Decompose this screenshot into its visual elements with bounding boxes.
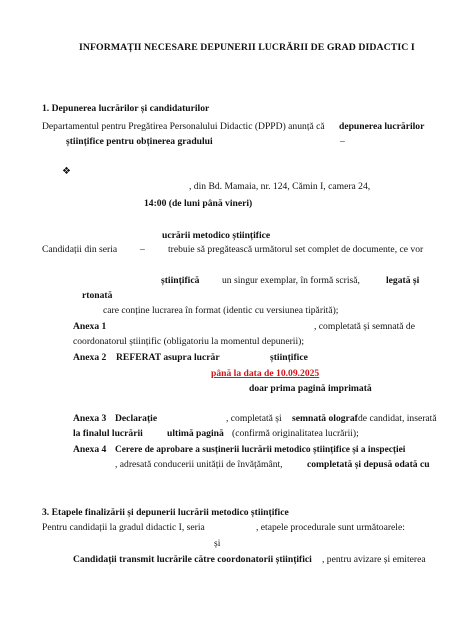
paragraph-text: Departamentul pentru Pregătirea Personalului Didactic (DPPD) anunță că (42, 121, 325, 132)
anexa-2-text: științifice (270, 352, 308, 363)
anexa-3-label: Anexa 3 (73, 413, 107, 424)
paragraph-text-bold: Candidații transmit lucrările către coordonatorii științifici (73, 554, 312, 565)
work-title-text: ucrării metodico științifice (162, 230, 271, 241)
anexa-2-label: Anexa 2 (73, 352, 107, 363)
item-text-bold: legată și (386, 275, 420, 286)
section-3-heading: 3. Etapele finalizării și depunerii lucrării metodico științifice (42, 507, 289, 518)
document-title: INFORMAȚII NECESARE DEPUNERII LUCRĂRII DE GRAD DIDACTIC I (79, 42, 415, 53)
paragraph-text: , pentru avizare și emiterea (322, 554, 426, 565)
dash: – (140, 244, 145, 255)
item-text-bold: științifică (161, 275, 200, 286)
dash: – (340, 136, 345, 147)
paragraph-text: Pentru candidații la gradul didactic I, seria (42, 522, 205, 533)
paragraph-text-bold: depunerea lucrărilor (339, 121, 425, 132)
deadline-text: până la data de 10.09.2025 (211, 368, 320, 379)
anexa-4-text: Cerere de aprobare a susținerii lucrării metodico științifice și a inspecției (115, 445, 406, 455)
anexa-1-text: coordonatorul științific (obligatoriu la momentul depunerii); (73, 336, 304, 347)
item-text-bold: rtonată (82, 290, 113, 301)
anexa-4-text: completată și depusă odată cu (307, 459, 430, 470)
paragraph-text: , etapele procedurale sunt următoarele: (256, 522, 405, 533)
address-text: , din Bd. Mamaia, nr. 124, Cămin I, camera 24, (189, 181, 371, 192)
paragraph-text-bold: științifice pentru obținerea gradului (66, 136, 213, 147)
item-text: care conține lucrarea în format (identic cu versiunea tipărită); (103, 305, 339, 316)
anexa-3-text: (confirmă originalitatea lucrării); (232, 428, 359, 439)
hours-text: 14:00 (de luni până vineri) (144, 198, 253, 209)
anexa-3-text: Declarație (115, 413, 158, 424)
anexa-3-text: la finalul lucrării (73, 428, 143, 439)
anexa-3-text: ultimă pagină (167, 428, 224, 439)
first-page-text: doar prima pagină imprimată (249, 383, 372, 394)
section-1-heading: 1. Depunerea lucrărilor și candidaturilor (42, 103, 210, 114)
anexa-1-label: Anexa 1 (73, 321, 107, 332)
anexa-3-text: semnată olograf (292, 413, 358, 424)
anexa-3-text: , completată și (226, 413, 282, 424)
diamond-bullet-icon: ❖ (62, 166, 71, 177)
anexa-1-text: , completată și semnată de (314, 321, 415, 332)
candidates-text: Candidații din seria (42, 244, 118, 255)
candidates-text: trebuie să pregătească următorul set complet de documente, ce vor (168, 244, 424, 255)
paragraph-text: și (214, 538, 221, 549)
anexa-2-text: REFERAT asupra lucrăr (116, 352, 220, 363)
item-text: un singur exemplar, în formă scrisă, (222, 275, 360, 286)
anexa-3-text: de candidat, inserată (358, 413, 437, 424)
anexa-4-text: , adresată conducerii unității de învățământ, (115, 459, 283, 470)
anexa-4-label: Anexa 4 (73, 444, 107, 455)
